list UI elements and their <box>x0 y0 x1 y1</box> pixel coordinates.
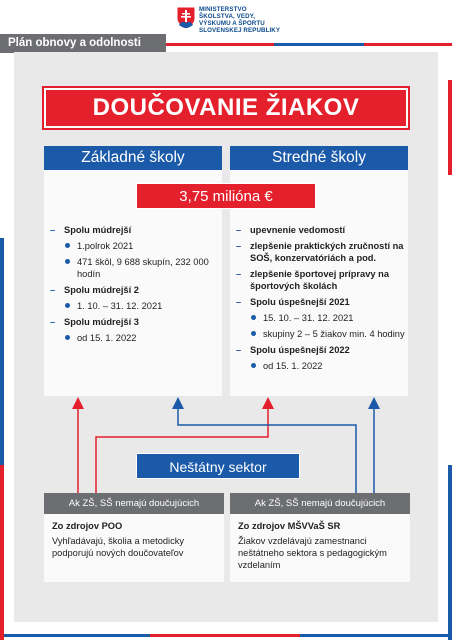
budget-badge: 3,75 milióna € <box>136 183 316 209</box>
plan-tag: Plán obnovy a odolnosti <box>0 34 166 53</box>
ministry-line: SLOVENSKEJ REPUBLIKY <box>199 27 281 34</box>
poo-source-box <box>44 514 224 582</box>
list-item: 15. 10. – 31. 12. 2021 <box>236 312 406 324</box>
list-item: – Spolu múdrejší <box>50 224 218 236</box>
list-item: skupiny 2 – 5 žiakov min. 4 hodiny <box>236 328 406 340</box>
ministry-line: VÝSKUMU A ŠPORTU <box>199 20 265 27</box>
right-condition-bar: Ak ZŠ, SŠ nemajú doučujúcich <box>230 493 410 514</box>
list-item: – Spolu múdrejší 3 <box>50 316 218 328</box>
list-item: – Spolu múdrejší 2 <box>50 284 218 296</box>
ministry-source-heading: Zo zdrojov MŠVVaŠ SR <box>238 521 341 531</box>
ministry-line: MINISTERSTVO <box>199 6 247 13</box>
left-condition-bar: Ak ZŠ, SŠ nemajú doučujúcich <box>44 493 224 514</box>
list-item: od 15. 1. 2022 <box>236 360 406 372</box>
secondary-schools-header: Stredné školy <box>230 146 408 170</box>
poo-source-text: Vyhľadávajú, školia a metodicky podporujú nových doučovateľov <box>52 536 185 558</box>
list-item: 1. 10. – 31. 12. 2021 <box>50 300 218 312</box>
main-title-text: DOUČOVANIE ŽIAKOV <box>92 94 360 121</box>
list-item: – Spolu úspešnejší 2022 <box>236 344 406 356</box>
list-item: od 15. 1. 2022 <box>50 332 218 344</box>
list-item: – Spolu úspešnejší 2021 <box>236 296 406 308</box>
list-item: 1.polrok 2021 <box>50 240 218 252</box>
ministry-line: ŠKOLSTVA, VEDY, <box>199 13 256 20</box>
ministry-source-box <box>230 514 410 582</box>
list-item: – zlepšenie športovej prípravy na športových školách <box>236 268 406 292</box>
list-item: – zlepšenie praktických zručností na SOŠ, konzervatóriách a pod. <box>236 240 406 264</box>
list-item: 471 škôl, 9 688 skupín, 232 000 hodín <box>50 256 218 280</box>
ministry-source-text: Žiakov vzdelávajú zamestnanci neštátneho sektora s pedagogickým vzdelaním <box>238 536 387 570</box>
non-state-sector-badge: Neštátny sektor <box>136 453 300 479</box>
list-item: – upevnenie vedomostí <box>236 224 406 236</box>
primary-schools-header: Základné školy <box>44 146 222 170</box>
poo-source-heading: Zo zdrojov POO <box>52 521 123 531</box>
